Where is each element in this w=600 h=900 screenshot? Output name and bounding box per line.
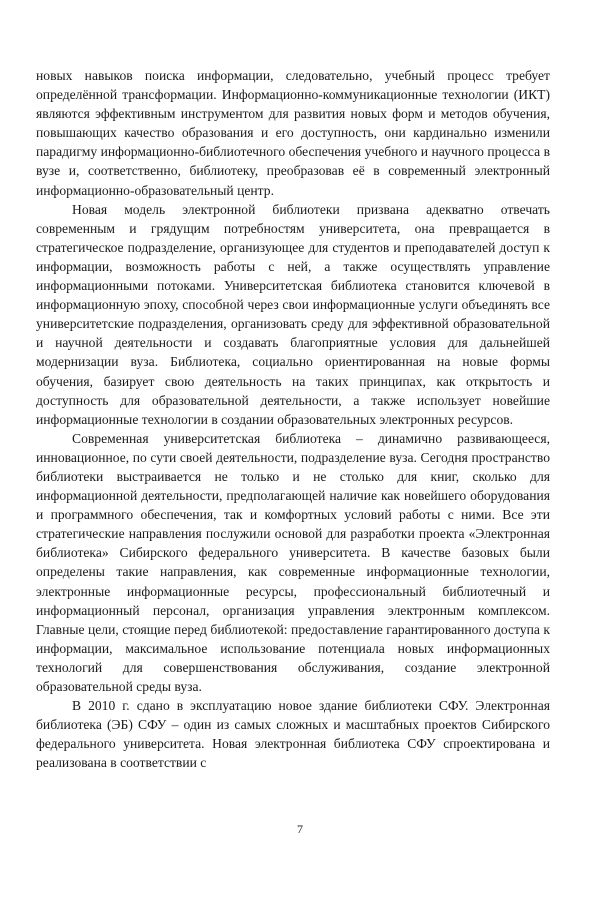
paragraph-continued: новых навыков поиска информации, следовательно, учебный процесс требует определённой трансформации. Информационно-коммуникационные технологии (ИКТ) являются эффективным инструментом для развития новых форм и методов обучения, повышающих качество образования и его доступность, они кардинально изменили парадигму информационно-библиотечного обеспечения учебного и научного процесса в вузе и, соответственно, библиотеку, преобразовав её в современный электронный информационно-образовательный центр. [36,68,550,198]
body-text [36,66,550,772]
paragraph: В 2010 г. сдано в эксплуатацию новое здание библиотеки СФУ. Электронная библиотека (ЭБ) СФУ – один из самых сложных и масштабных проектов Сибирского федерального университета. Новая электронная библиотека СФУ спроектирована и реализована в соответствии с [36,698,550,771]
paragraph: Современная университетская библиотека – динамично развивающееся, инновационное, по сути своей деятельности, подразделение вуза. Сегодня пространство библиотеки выстраивается не только и не столько для книг, сколько для информационной деятельности, предполагающей наличие как новейшего оборудования и программного обеспечения, так и комфортных условий работы с ними. Все эти стратегические направления послужили основой для разработки проекта «Электронная библиотека» Сибирского федерального университета. В качестве базовых были определены такие направления, как современные информационные технологии, электронные информационные ресурсы, профессиональный библиотечный и информационный персонал, организация управления электронным комплексом. Главные цели, стоящие перед библиотекой: предоставление гарантированного доступа к информации, максимальное использование потенциала новых информационных технологий для совершенствования обслуживания, создание электронной образовательной среды вуза. [36,430,550,694]
page-number: 7 [297,822,303,836]
paragraph: Новая модель электронной библиотеки призвана адекватно отвечать современным и грядущим потребностям университета, она превращается в стратегическое подразделение, организующее для студентов и преподавателей доступ к информации, возможность работы с ней, а также осуществлять управление информационными потоками. Университетская библиотека становится ключевой в информационную эпоху, способной через свои информационные услуги объединять все университетские подразделения, организовать среду для эффективной образовательной и научной деятельности и создавать благоприятные условия для дальнейшей модернизации вуза. Библиотека, социально ориентированная на новые формы обучения, базирует свою деятельность на таких принципах, как открытость и доступность для образовательной деятельности, а также использует новейшие информационные технологии в создании образовательных электронных ресурсов. [36,201,550,427]
